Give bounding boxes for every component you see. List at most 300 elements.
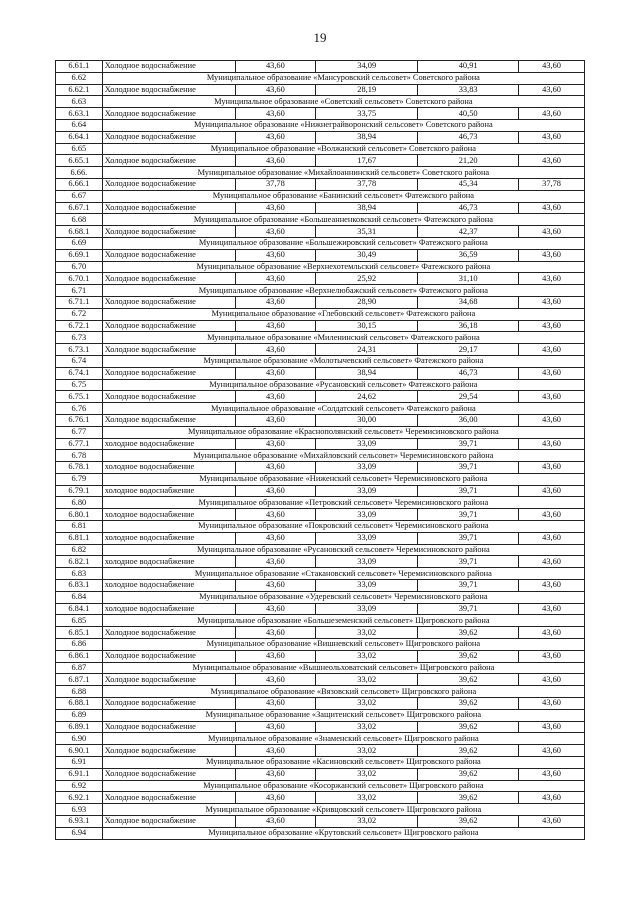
service-name: холодное водоснабжение [102, 509, 235, 521]
service-row [56, 249, 585, 261]
tariff-value-4: 43,60 [519, 509, 585, 521]
service-row [56, 532, 585, 544]
tariff-value-2: 33,09 [316, 580, 418, 592]
municipality-name: Муниципальное образование «Нижнеграйворонский сельсовет» Советского района [102, 119, 584, 131]
tariff-value-4: 43,60 [519, 650, 585, 662]
service-row [56, 202, 585, 214]
tariff-value-4: 43,60 [519, 414, 585, 426]
municipality-name: Муниципальное образование «Кривцовский сельсовет» Щигровского района [102, 804, 584, 816]
service-name: Холодное водоснабжение [102, 108, 235, 120]
service-name: Холодное водоснабжение [102, 202, 235, 214]
tariff-value-4: 43,60 [519, 202, 585, 214]
tariff-value-1: 43,60 [235, 627, 316, 639]
tariff-value-3: 31,10 [418, 273, 519, 285]
tariff-value-3: 39,71 [418, 462, 519, 474]
row-number: 6.83 [56, 568, 103, 580]
municipality-name: Муниципальное образование «Михайлоаннинский сельсовет» Советского района [102, 167, 584, 179]
municipality-name: Муниципальное образование «Солдатский сельсовет» Фатежского района [102, 403, 584, 415]
tariff-value-2: 30,00 [316, 414, 418, 426]
service-name: Холодное водоснабжение [102, 273, 235, 285]
tariff-value-2: 33,02 [316, 721, 418, 733]
tariff-value-3: 42,37 [418, 226, 519, 238]
service-name: Холодное водоснабжение [102, 414, 235, 426]
municipality-row [56, 355, 585, 367]
municipality-name: Муниципальное образование «Банинский сельсовет» Фатежского района [102, 190, 584, 202]
service-row [56, 792, 585, 804]
municipality-name: Муниципальное образование «Русановский сельсовет» Фатежского района [102, 379, 584, 391]
row-number: 6.88 [56, 686, 103, 698]
row-number: 6.93 [56, 804, 103, 816]
tariff-value-1: 43,60 [235, 768, 316, 780]
tariff-value-3: 39,71 [418, 438, 519, 450]
municipality-row [56, 143, 585, 155]
service-row [56, 462, 585, 474]
row-number: 6.89.1 [56, 721, 103, 733]
row-number: 6.62.1 [56, 84, 103, 96]
service-row [56, 296, 585, 308]
tariff-value-1: 43,60 [235, 414, 316, 426]
row-number: 6.68 [56, 214, 103, 226]
tariff-value-2: 17,67 [316, 155, 418, 167]
row-number: 6.67.1 [56, 202, 103, 214]
tariff-value-1: 43,60 [235, 61, 316, 73]
municipality-row [56, 497, 585, 509]
tariff-value-3: 29,54 [418, 391, 519, 403]
row-number: 6.74 [56, 355, 103, 367]
tariff-value-2: 38,94 [316, 367, 418, 379]
service-name: Холодное водоснабжение [102, 61, 235, 73]
row-number: 6.84 [56, 591, 103, 603]
municipality-row [56, 709, 585, 721]
tariff-value-2: 28,90 [316, 296, 418, 308]
tariff-value-4: 43,60 [519, 344, 585, 356]
row-number: 6.78 [56, 450, 103, 462]
municipality-row [56, 214, 585, 226]
service-name: холодное водоснабжение [102, 556, 235, 568]
municipality-row [56, 72, 585, 84]
service-row [56, 155, 585, 167]
tariff-value-3: 33,83 [418, 84, 519, 96]
service-row [56, 178, 585, 190]
row-number: 6.71 [56, 285, 103, 297]
service-row [56, 721, 585, 733]
tariff-value-3: 34,68 [418, 296, 519, 308]
municipality-name: Муниципальное образование «Верхнехотемльский сельсовет» Фатежского района [102, 261, 584, 273]
service-name: Холодное водоснабжение [102, 650, 235, 662]
row-number: 6.84.1 [56, 603, 103, 615]
tariff-value-3: 39,71 [418, 556, 519, 568]
municipality-name: Муниципальное образование «Русановский сельсовет» Черемисиновского района [102, 544, 584, 556]
municipality-row [56, 733, 585, 745]
tariff-value-3: 36,18 [418, 320, 519, 332]
tariff-value-3: 29,17 [418, 344, 519, 356]
row-number: 6.70.1 [56, 273, 103, 285]
tariff-value-1: 43,60 [235, 792, 316, 804]
municipality-name: Муниципальное образование «Краснополянский сельсовет» Черемисиновского района [102, 426, 584, 438]
row-number: 6.72.1 [56, 320, 103, 332]
service-row [56, 627, 585, 639]
municipality-row [56, 544, 585, 556]
row-number: 6.92.1 [56, 792, 103, 804]
service-name: холодное водоснабжение [102, 462, 235, 474]
tariff-value-3: 39,71 [418, 532, 519, 544]
tariff-value-2: 33,02 [316, 627, 418, 639]
municipality-name: Муниципальное образование «Михайловский сельсовет» Черемисиновского района [102, 450, 584, 462]
tariff-value-2: 33,75 [316, 108, 418, 120]
service-row [56, 603, 585, 615]
tariff-value-3: 40,91 [418, 61, 519, 73]
page-number: 19 [313, 30, 327, 45]
municipality-name: Муниципальное образование «Стакановский сельсовет» Черемисиновского района [102, 568, 584, 580]
service-row [56, 556, 585, 568]
row-number: 6.87.1 [56, 674, 103, 686]
municipality-name: Муниципальное образование «Миленинский сельсовет» Фатежского района [102, 332, 584, 344]
row-number: 6.89 [56, 709, 103, 721]
municipality-row [56, 379, 585, 391]
tariff-value-3: 39,71 [418, 603, 519, 615]
tariff-value-4: 43,60 [519, 485, 585, 497]
row-number: 6.82 [56, 544, 103, 556]
tariff-value-1: 43,60 [235, 367, 316, 379]
service-name: холодное водоснабжение [102, 603, 235, 615]
service-name: Холодное водоснабжение [102, 131, 235, 143]
service-row [56, 273, 585, 285]
service-row [56, 768, 585, 780]
municipality-name: Муниципальное образование «Вишневский сельсовет» Щигровского района [102, 639, 584, 651]
tariff-value-4: 43,60 [519, 84, 585, 96]
tariff-value-2: 33,02 [316, 698, 418, 710]
row-number: 6.92 [56, 780, 103, 792]
row-number: 6.74.1 [56, 367, 103, 379]
row-number: 6.91 [56, 757, 103, 769]
row-number: 6.79.1 [56, 485, 103, 497]
row-number: 6.66. [56, 167, 103, 179]
tariff-value-1: 43,60 [235, 603, 316, 615]
row-number: 6.70 [56, 261, 103, 273]
tariff-value-3: 39,62 [418, 768, 519, 780]
municipality-row [56, 615, 585, 627]
row-number: 6.76.1 [56, 414, 103, 426]
tariff-value-1: 43,60 [235, 202, 316, 214]
tariff-value-2: 25,92 [316, 273, 418, 285]
tariff-value-2: 33,02 [316, 816, 418, 828]
tariff-value-4: 43,60 [519, 273, 585, 285]
row-number: 6.80 [56, 497, 103, 509]
tariff-value-2: 35,31 [316, 226, 418, 238]
municipality-name: Муниципальное образование «Покровский сельсовет» Черемисиновского района [102, 521, 584, 533]
tariff-value-3: 39,62 [418, 627, 519, 639]
service-name: Холодное водоснабжение [102, 674, 235, 686]
tariff-value-2: 33,02 [316, 674, 418, 686]
row-number: 6.61.1 [56, 61, 103, 73]
row-number: 6.83.1 [56, 580, 103, 592]
tariff-value-3: 39,62 [418, 650, 519, 662]
service-row [56, 438, 585, 450]
tariff-value-4: 43,60 [519, 603, 585, 615]
municipality-row [56, 450, 585, 462]
tariff-table [55, 60, 585, 840]
tariff-value-2: 33,09 [316, 603, 418, 615]
tariff-value-1: 43,60 [235, 296, 316, 308]
tariff-value-2: 24,62 [316, 391, 418, 403]
service-row [56, 580, 585, 592]
municipality-row [56, 521, 585, 533]
tariff-value-1: 43,60 [235, 532, 316, 544]
row-number: 6.90.1 [56, 745, 103, 757]
service-name: Холодное водоснабжение [102, 391, 235, 403]
tariff-value-2: 33,09 [316, 509, 418, 521]
tariff-table-body [56, 61, 585, 840]
row-number: 6.67 [56, 190, 103, 202]
service-name: Холодное водоснабжение [102, 698, 235, 710]
tariff-value-1: 43,60 [235, 226, 316, 238]
row-number: 6.79 [56, 473, 103, 485]
municipality-name: Муниципальное образование «Волжанский сельсовет» Советского района [102, 143, 584, 155]
tariff-value-1: 43,60 [235, 320, 316, 332]
tariff-value-4: 43,60 [519, 556, 585, 568]
tariff-value-4: 43,60 [519, 108, 585, 120]
tariff-value-4: 43,60 [519, 674, 585, 686]
service-name: холодное водоснабжение [102, 438, 235, 450]
municipality-row [56, 119, 585, 131]
tariff-value-2: 33,09 [316, 556, 418, 568]
row-number: 6.93.1 [56, 816, 103, 828]
row-number: 6.62 [56, 72, 103, 84]
service-row [56, 131, 585, 143]
municipality-name: Муниципальное образование «Касиновский сельсовет» Щигровского района [102, 757, 584, 769]
tariff-value-1: 43,60 [235, 556, 316, 568]
service-row [56, 509, 585, 521]
municipality-row [56, 403, 585, 415]
municipality-name: Муниципальное образование «Большеанненковский сельсовет» Фатежского района [102, 214, 584, 226]
tariff-value-4: 43,60 [519, 391, 585, 403]
tariff-value-3: 45,34 [418, 178, 519, 190]
row-number: 6.66.1 [56, 178, 103, 190]
tariff-value-4: 43,60 [519, 745, 585, 757]
municipality-name: Муниципальное образование «Защитенский сельсовет» Щигровского района [102, 709, 584, 721]
municipality-row [56, 780, 585, 792]
row-number: 6.94 [56, 827, 103, 839]
service-name: холодное водоснабжение [102, 580, 235, 592]
tariff-value-4: 43,60 [519, 698, 585, 710]
row-number: 6.78.1 [56, 462, 103, 474]
tariff-value-3: 39,62 [418, 792, 519, 804]
service-row [56, 320, 585, 332]
tariff-value-3: 40,50 [418, 108, 519, 120]
tariff-value-4: 43,60 [519, 249, 585, 261]
municipality-name: Муниципальное образование «Петровский сельсовет» Черемисиновского района [102, 497, 584, 509]
tariff-value-3: 46,73 [418, 131, 519, 143]
municipality-row [56, 167, 585, 179]
tariff-value-4: 43,60 [519, 131, 585, 143]
service-row [56, 485, 585, 497]
tariff-value-2: 38,94 [316, 202, 418, 214]
municipality-row [56, 757, 585, 769]
tariff-value-4: 43,60 [519, 320, 585, 332]
municipality-row [56, 639, 585, 651]
municipality-row [56, 332, 585, 344]
tariff-value-3: 46,73 [418, 367, 519, 379]
row-number: 6.69.1 [56, 249, 103, 261]
service-row [56, 816, 585, 828]
row-number: 6.71.1 [56, 296, 103, 308]
municipality-name: Муниципальное образование «Мансуровский сельсовет» Советского района [102, 72, 584, 84]
tariff-value-2: 33,02 [316, 768, 418, 780]
tariff-value-4: 37,78 [519, 178, 585, 190]
tariff-value-1: 43,60 [235, 108, 316, 120]
tariff-value-2: 30,15 [316, 320, 418, 332]
tariff-value-2: 33,09 [316, 462, 418, 474]
tariff-value-2: 24,31 [316, 344, 418, 356]
service-name: Холодное водоснабжение [102, 226, 235, 238]
service-name: Холодное водоснабжение [102, 745, 235, 757]
row-number: 6.86 [56, 639, 103, 651]
service-row [56, 344, 585, 356]
service-name: Холодное водоснабжение [102, 792, 235, 804]
service-name: Холодное водоснабжение [102, 249, 235, 261]
row-number: 6.75 [56, 379, 103, 391]
tariff-value-2: 33,09 [316, 438, 418, 450]
row-number: 6.72 [56, 308, 103, 320]
service-row [56, 698, 585, 710]
tariff-value-4: 43,60 [519, 61, 585, 73]
municipality-name: Муниципальное образование «Ниженский сельсовет» Черемисиновского района [102, 473, 584, 485]
tariff-value-4: 43,60 [519, 816, 585, 828]
tariff-value-3: 36,59 [418, 249, 519, 261]
municipality-row [56, 237, 585, 249]
municipality-row [56, 804, 585, 816]
row-number: 6.90 [56, 733, 103, 745]
row-number: 6.73 [56, 332, 103, 344]
row-number: 6.81.1 [56, 532, 103, 544]
row-number: 6.73.1 [56, 344, 103, 356]
row-number: 6.69 [56, 237, 103, 249]
tariff-value-4: 43,60 [519, 768, 585, 780]
row-number: 6.80.1 [56, 509, 103, 521]
tariff-value-2: 28,19 [316, 84, 418, 96]
tariff-value-2: 33,02 [316, 650, 418, 662]
service-row [56, 108, 585, 120]
municipality-name: Муниципальное образование «Крутовский сельсовет» Щигровского района [102, 827, 584, 839]
row-number: 6.77.1 [56, 438, 103, 450]
service-row [56, 650, 585, 662]
municipality-row [56, 662, 585, 674]
tariff-value-1: 43,60 [235, 84, 316, 96]
row-number: 6.88.1 [56, 698, 103, 710]
municipality-name: Муниципальное образование «Косоржанский сельсовет» Щигровского района [102, 780, 584, 792]
tariff-value-1: 43,60 [235, 391, 316, 403]
municipality-row [56, 426, 585, 438]
tariff-value-1: 37,78 [235, 178, 316, 190]
row-number: 6.64.1 [56, 131, 103, 143]
tariff-value-2: 33,02 [316, 745, 418, 757]
tariff-value-4: 43,60 [519, 532, 585, 544]
service-row [56, 414, 585, 426]
tariff-value-2: 33,02 [316, 792, 418, 804]
municipality-row [56, 686, 585, 698]
tariff-value-1: 43,60 [235, 816, 316, 828]
service-name: Холодное водоснабжение [102, 816, 235, 828]
tariff-value-1: 43,60 [235, 344, 316, 356]
tariff-value-2: 30,49 [316, 249, 418, 261]
row-number: 6.76 [56, 403, 103, 415]
tariff-value-4: 43,60 [519, 155, 585, 167]
row-number: 6.87 [56, 662, 103, 674]
service-name: холодное водоснабжение [102, 485, 235, 497]
municipality-row [56, 308, 585, 320]
tariff-value-2: 33,09 [316, 485, 418, 497]
row-number: 6.63.1 [56, 108, 103, 120]
service-row [56, 745, 585, 757]
municipality-name: Муниципальное образование «Молотычевский сельсовет» Фатежского района [102, 355, 584, 367]
municipality-row [56, 261, 585, 273]
tariff-value-3: 39,62 [418, 816, 519, 828]
tariff-value-3: 21,20 [418, 155, 519, 167]
tariff-value-1: 43,60 [235, 462, 316, 474]
service-name: Холодное водоснабжение [102, 296, 235, 308]
row-number: 6.75.1 [56, 391, 103, 403]
municipality-name: Муниципальное образование «Советский сельсовет» Советского района [102, 96, 584, 108]
tariff-value-4: 43,60 [519, 627, 585, 639]
row-number: 6.68.1 [56, 226, 103, 238]
service-name: Холодное водоснабжение [102, 155, 235, 167]
tariff-value-3: 39,71 [418, 580, 519, 592]
tariff-value-4: 43,60 [519, 296, 585, 308]
tariff-value-1: 43,60 [235, 698, 316, 710]
tariff-value-4: 43,60 [519, 580, 585, 592]
service-name: Холодное водоснабжение [102, 768, 235, 780]
service-row [56, 674, 585, 686]
municipality-name: Муниципальное образование «Вязовский сельсовет» Щигровского района [102, 686, 584, 698]
service-row [56, 226, 585, 238]
service-name: Холодное водоснабжение [102, 367, 235, 379]
tariff-value-3: 39,62 [418, 745, 519, 757]
tariff-value-3: 39,71 [418, 485, 519, 497]
tariff-value-1: 43,60 [235, 155, 316, 167]
municipality-row [56, 827, 585, 839]
tariff-value-1: 43,60 [235, 438, 316, 450]
tariff-value-3: 39,62 [418, 721, 519, 733]
municipality-row [56, 591, 585, 603]
tariff-value-2: 34,09 [316, 61, 418, 73]
row-number: 6.91.1 [56, 768, 103, 780]
service-name: Холодное водоснабжение [102, 84, 235, 96]
tariff-value-1: 43,60 [235, 273, 316, 285]
service-row [56, 61, 585, 73]
tariff-value-4: 43,60 [519, 462, 585, 474]
tariff-value-3: 36,00 [418, 414, 519, 426]
row-number: 6.65.1 [56, 155, 103, 167]
service-name: Холодное водоснабжение [102, 627, 235, 639]
service-row [56, 367, 585, 379]
municipality-row [56, 190, 585, 202]
row-number: 6.65 [56, 143, 103, 155]
service-name: Холодное водоснабжение [102, 320, 235, 332]
tariff-value-4: 43,60 [519, 367, 585, 379]
tariff-value-4: 43,60 [519, 792, 585, 804]
row-number: 6.86.1 [56, 650, 103, 662]
tariff-value-1: 43,60 [235, 249, 316, 261]
row-number: 6.85.1 [56, 627, 103, 639]
service-name: Холодное водоснабжение [102, 344, 235, 356]
tariff-value-1: 43,60 [235, 580, 316, 592]
tariff-value-1: 43,60 [235, 131, 316, 143]
municipality-name: Муниципальное образование «Большеземенский сельсовет» Щигровского района [102, 615, 584, 627]
tariff-value-3: 39,71 [418, 509, 519, 521]
tariff-value-4: 43,60 [519, 721, 585, 733]
municipality-name: Муниципальное образование «Глебовский сельсовет» Фатежского района [102, 308, 584, 320]
tariff-value-1: 43,60 [235, 745, 316, 757]
